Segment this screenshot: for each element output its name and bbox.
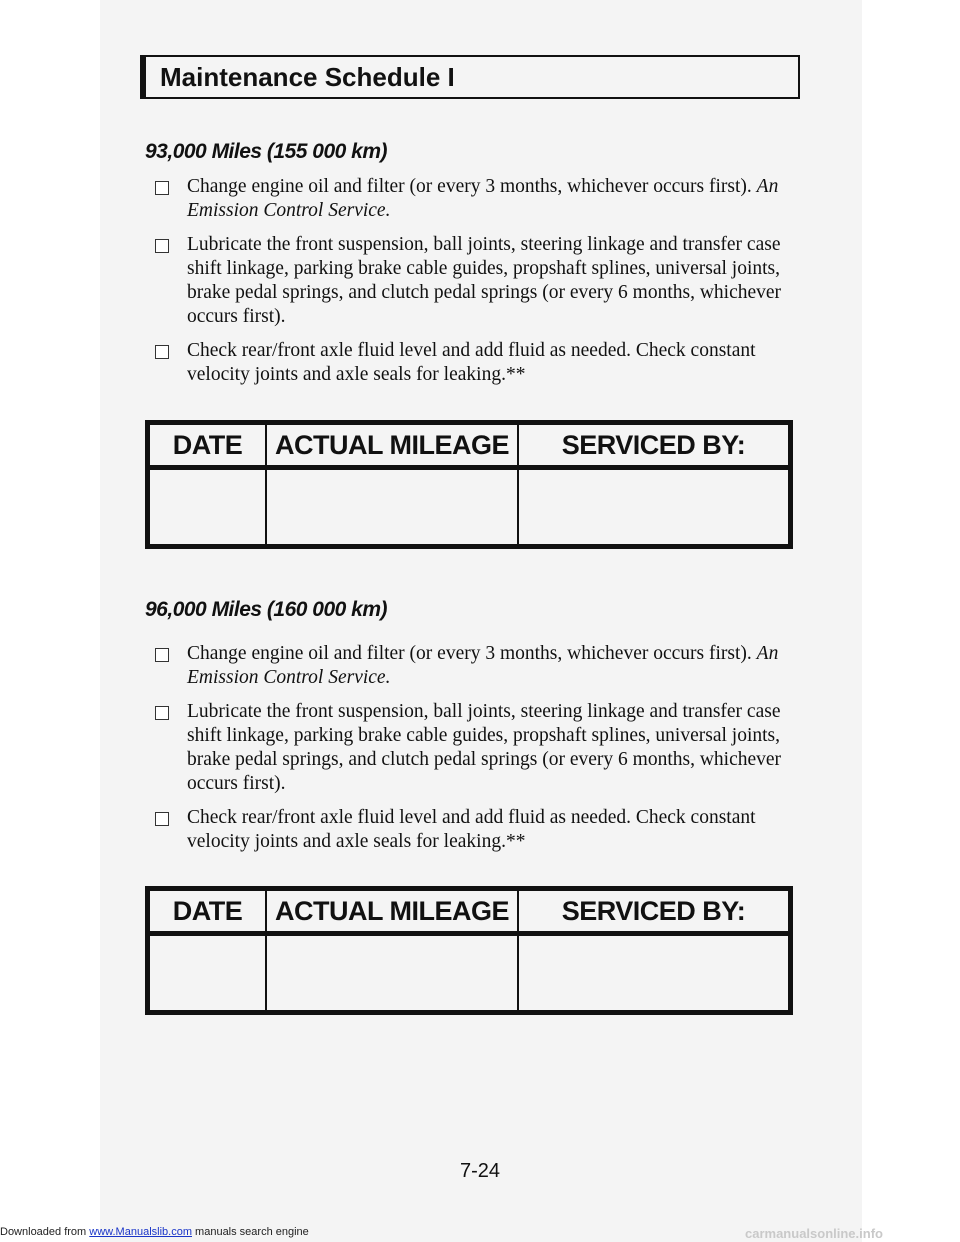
item-text: Lubricate the front suspension, ball joints, steering linkage and transfer case shift linkage, parking brake cable guides, propshaft splines, universal joints, brake pedal springs, and clutch pedal springs (or every 6 months, whichever occurs first). (187, 701, 782, 794)
table-row (148, 468, 791, 547)
serviced-by-cell[interactable] (518, 468, 791, 547)
item-text: Change engine oil and filter (or every 3 months, whichever occurs first). (187, 176, 752, 197)
table-header-row (148, 423, 791, 468)
column-header-actual-mileage: ACTUAL MILEAGE (266, 889, 518, 934)
serviced-by-cell[interactable] (518, 934, 791, 1013)
item-text: Lubricate the front suspension, ball joints, steering linkage and transfer case shift linkage, parking brake cable guides, propshaft splines, universal joints, brake pedal springs, and clutch pedal springs (or every 6 months, whichever occurs first). (187, 234, 782, 327)
section-items-93000 (155, 175, 805, 397)
page-header (140, 55, 800, 99)
section-items-96000 (155, 642, 805, 864)
watermark: carmanualsonline.info (745, 1226, 883, 1241)
list-item (155, 642, 805, 690)
download-suffix: manuals search engine (195, 1226, 309, 1238)
column-header-serviced-by: SERVICED BY: (518, 889, 791, 934)
checkbox[interactable] (155, 706, 169, 720)
manualslib-link[interactable]: www.Manualslib.com (89, 1226, 192, 1238)
table-header-row (148, 889, 791, 934)
checkbox[interactable] (155, 812, 169, 826)
item-text: Check rear/front axle fluid level and add fluid as needed. Check constant velocity joints and axle seals for leaking.** (187, 807, 756, 852)
date-cell[interactable] (148, 468, 267, 547)
column-header-actual-mileage: ACTUAL MILEAGE (266, 423, 518, 468)
page-title: Maintenance Schedule I (160, 61, 455, 92)
actual-mileage-cell[interactable] (266, 934, 518, 1013)
item-text: Check rear/front axle fluid level and add fluid as needed. Check constant velocity joints and axle seals for leaking.** (187, 340, 756, 385)
checkbox[interactable] (155, 239, 169, 253)
table-row (148, 934, 791, 1013)
checkbox[interactable] (155, 345, 169, 359)
column-header-serviced-by: SERVICED BY: (518, 423, 791, 468)
list-item (155, 175, 805, 223)
download-bar (0, 1226, 309, 1238)
list-item (155, 806, 805, 854)
actual-mileage-cell[interactable] (266, 468, 518, 547)
item-emphasis: An Emission Control Service. (187, 176, 779, 221)
page-number: 7-24 (459, 1160, 501, 1182)
list-item (155, 339, 805, 387)
download-prefix: Downloaded from (0, 1226, 87, 1238)
column-header-date: DATE (148, 423, 267, 468)
checkbox[interactable] (155, 181, 169, 195)
list-item (155, 700, 805, 796)
item-text: Change engine oil and filter (or every 3 months, whichever occurs first). (187, 643, 752, 664)
column-header-date: DATE (148, 889, 267, 934)
service-record-table (145, 886, 793, 1015)
section-title-96000: 96,000 Miles (160 000 km) (145, 598, 388, 621)
section-title-93000: 93,000 Miles (155 000 km) (145, 140, 388, 163)
date-cell[interactable] (148, 934, 267, 1013)
service-record-table (145, 420, 793, 549)
item-emphasis: An Emission Control Service. (187, 643, 779, 688)
list-item (155, 233, 805, 329)
checkbox[interactable] (155, 648, 169, 662)
